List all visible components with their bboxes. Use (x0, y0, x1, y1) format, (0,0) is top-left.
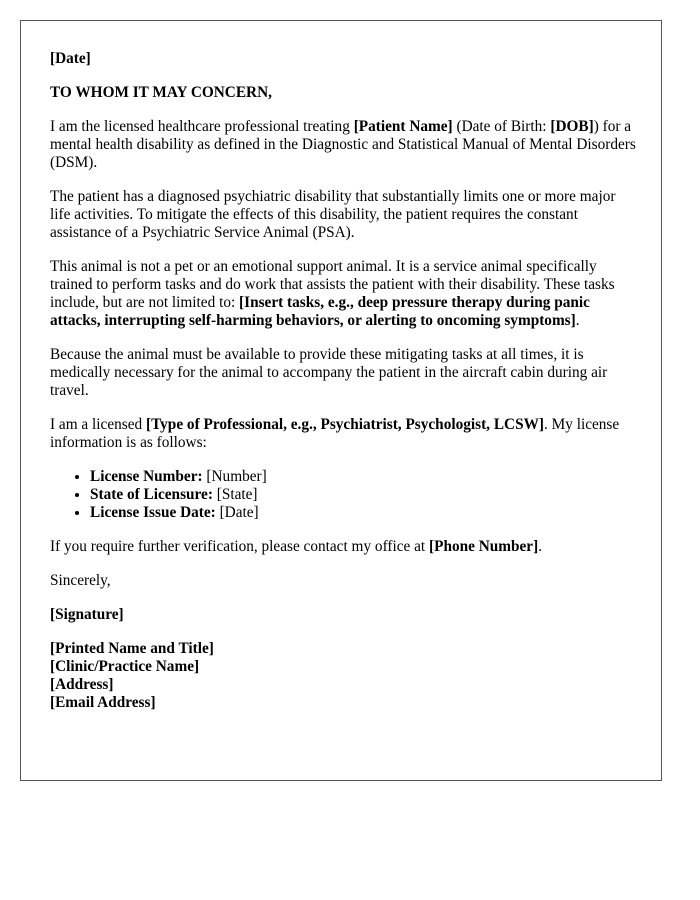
clinic-name (50, 658, 636, 676)
dob-placeholder: [DOB] (550, 118, 594, 135)
license-label: License Number: (90, 468, 203, 485)
paragraph-text: I am the licensed healthcare professional treating (50, 118, 354, 135)
printed-name-text: [Printed Name and Title] (50, 640, 214, 657)
paragraph-text: . My license information is as follows: (50, 416, 620, 451)
address-text: [Address] (50, 676, 114, 693)
license-label: License Issue Date: (90, 504, 216, 521)
address (50, 676, 636, 694)
license-item (90, 486, 636, 504)
paragraph-text: ) for a mental health disability as defined in the Diagnostic and Statistical Manual of Mental Disorders (DSM). (50, 118, 636, 171)
paragraph-text: (Date of Birth: (452, 118, 551, 135)
email-text: [Email Address] (50, 694, 156, 711)
letter-date (50, 50, 636, 68)
license-list (50, 468, 636, 522)
paragraph-text: This animal is not a pet or an emotional support animal. It is a service animal specifically trained to perform tasks and do work that assists the patient with their disability. These tasks include, but are not limited to: (50, 258, 615, 311)
paragraph-tasks (50, 258, 636, 330)
paragraph-necessity: Because the animal must be available to provide these mitigating tasks at all times, it is medically necessary for the animal to accompany the patient in the aircraft cabin during air travel. (50, 346, 608, 399)
license-value: [Date] (215, 504, 259, 521)
letter-page (20, 20, 662, 781)
license-label: State of Licensure: (90, 486, 213, 503)
tasks-placeholder: [Insert tasks, e.g., deep pressure therapy during panic attacks, interrupting self-harming behaviors, or alerting to oncoming symptoms] (50, 294, 590, 329)
license-item (90, 468, 636, 486)
signature-block (50, 640, 636, 712)
clinic-name-text: [Clinic/Practice Name] (50, 658, 200, 675)
paragraph-text: I am a licensed (50, 416, 146, 433)
salutation (50, 84, 636, 102)
email-address (50, 694, 636, 712)
printed-name-title (50, 640, 636, 658)
letter-body (50, 50, 636, 712)
salutation-text: TO WHOM IT MAY CONCERN, (50, 84, 272, 101)
license-value: [Number] (202, 468, 267, 485)
professional-placeholder: [Type of Professional, e.g., Psychiatrist, Psychologist, LCSW] (146, 416, 544, 433)
paragraph-professional (50, 416, 636, 452)
paragraph-text: . (538, 538, 543, 555)
paragraph-text: If you require further verification, please contact my office at (50, 538, 429, 555)
date-placeholder: [Date] (50, 50, 91, 67)
patient-name-placeholder: [Patient Name] (353, 118, 453, 135)
paragraph-text: . (575, 312, 580, 329)
license-item (90, 504, 636, 522)
license-value: [State] (212, 486, 258, 503)
paragraph-disability: The patient has a diagnosed psychiatric disability that substantially limits one or more major life activities. To mitigate the effects of this disability, the patient requires the constant assistance of a Psychiatric Service Animal (PSA). (50, 188, 616, 241)
signature-placeholder: [Signature] (50, 606, 124, 623)
phone-placeholder: [Phone Number] (429, 538, 539, 555)
closing: Sincerely, (50, 572, 111, 589)
paragraph-contact (50, 538, 636, 556)
signature-line (50, 606, 636, 624)
paragraph-patient (50, 118, 636, 172)
